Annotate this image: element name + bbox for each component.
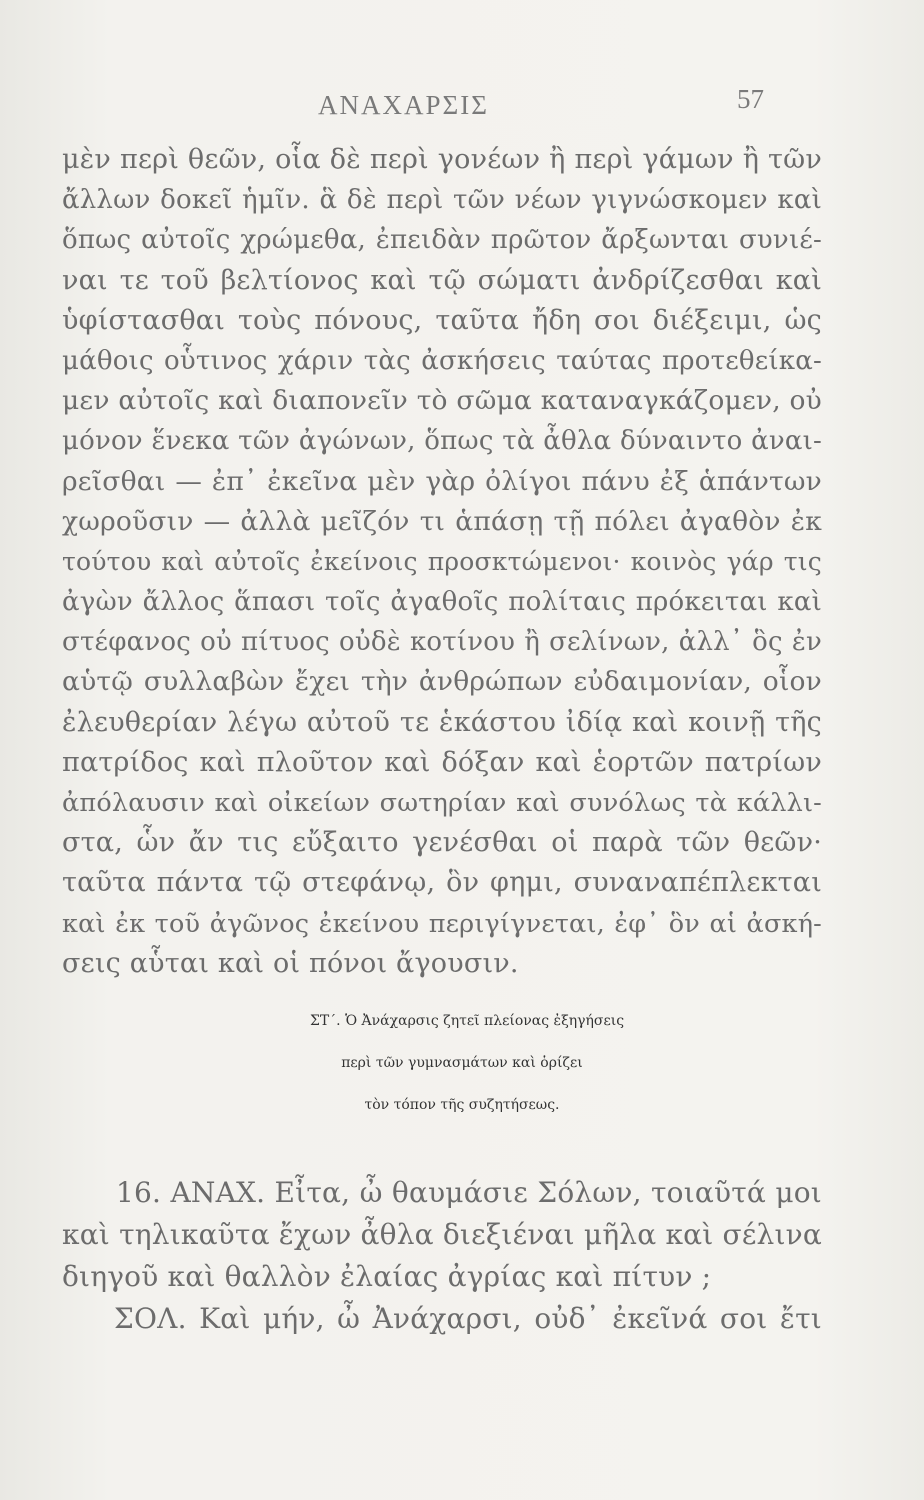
text-line: πατρίδος καὶ πλοῦτον καὶ δόξαν καὶ ἑορτῶν πατρίων (62, 746, 822, 778)
text-line: στα, ὧν ἄν τις εὔξαιτο γενέσθαι οἱ παρὰ τῶν θεῶν· (62, 827, 822, 859)
dialogue-line: 16. ΑΝΑΧ. Εἶτα, ὦ θαυμάσιε Σόλων, τοιαῦτά μοι (116, 1176, 822, 1209)
text-line: μάθοις οὗτινος χάριν τὰς ἀσκήσεις ταύτας προτεθείκα- (62, 345, 822, 376)
text-line: μόνον ἕνεκα τῶν ἀγώνων, ὅπως τὰ ἆθλα δύναιντο ἀναι- (62, 426, 822, 457)
heading-line: ΣΤ΄. Ὁ Ἀνάχαρσις ζητεῖ πλείονας ἐξηγήσεις (309, 1013, 625, 1029)
text-line: χωροῦσιν — ἀλλὰ μεῖζόν τι ἁπάσῃ τῇ πόλει ἀγαθὸν ἐκ (62, 505, 822, 537)
text-line: μεν αὐτοῖς καὶ διαπονεῖν τὸ σῶμα καταναγκάζομεν, οὐ (62, 385, 822, 417)
text-line: τούτου καὶ αὐτοῖς ἐκείνοις προσκτώμενοι· κοινὸς γάρ τις (62, 546, 822, 576)
text-line: ρεῖσθαι — ἐπ᾽ ἐκεῖνα μὲν γὰρ ὀλίγοι πάνυ ἐξ ἁπάντων (62, 465, 822, 497)
heading-line: περὶ τῶν γυμνασμάτων καὶ ὁρίζει (341, 1055, 583, 1071)
text-line: ἀπόλαυσιν καὶ οἰκείων σωτηρίαν καὶ συνόλως τὰ κάλλι- (62, 788, 822, 818)
heading-line: τὸν τόπον τῆς συζητήσεως. (364, 1097, 560, 1113)
text-line: ναι τε τοῦ βελτίονος καὶ τῷ σώματι ἀνδρίζεσθαι καὶ (62, 264, 822, 296)
text-line: ἄλλων δοκεῖ ἡμῖν. ἃ δὲ περὶ τῶν νέων γιγνώσκομεν καὶ (62, 185, 822, 216)
text-line: καὶ ἐκ τοῦ ἀγῶνος ἐκείνου περιγίγνεται, ἐφ᾽ ὃν αἱ ἀσκή- (62, 908, 822, 939)
text-line: μὲν περὶ θεῶν, οἷα δὲ περὶ γονέων ἢ περὶ γάμων ἢ τῶν (62, 144, 822, 175)
text-line: ἀγὼν ἄλλος ἅπασι τοῖς ἀγαθοῖς πολίταις πρόκειται καὶ (62, 587, 822, 618)
text-line: ὅπως αὐτοῖς χρώμεθα, ἐπειδὰν πρῶτον ἄρξωνται συνιέ- (62, 225, 822, 256)
text-line: σεις αὗται καὶ οἱ πόνοι ἄγουσιν. (62, 947, 519, 979)
text-line: ἐλευθερίαν λέγω αὐτοῦ τε ἑκάστου ἰδίᾳ καὶ κοινῇ τῆς (62, 706, 822, 738)
text-line: ὑφίστασθαι τοὺς πόνους, ταῦτα ἤδη σοι διέξειμι, ὡς (62, 304, 822, 336)
text-line: ταῦτα πάντα τῷ στεφάνῳ, ὃν φημι, συναναπέπλεκται (62, 867, 822, 899)
section-heading (0, 1000, 924, 1126)
dialogue-text (62, 1172, 822, 1340)
text-line: αὑτῷ συλλαβὼν ἔχει τὴν ἀνθρώπων εὐδαιμονίαν, οἷον (62, 666, 822, 698)
page-number: 57 (737, 84, 764, 114)
dialogue-line: ΣΟΛ. Καὶ μήν, ὦ Ἀνάχαρσι, οὐδ᾽ ἐκεῖνά σοι ἔτι (114, 1302, 822, 1335)
body-text (62, 140, 822, 984)
running-title: ΑΝΑΧΑΡΣΙΣ (318, 90, 489, 120)
dialogue-line: καὶ τηλικαῦτα ἔχων ἆθλα διεξιέναι μῆλα καὶ σέλινα (62, 1218, 823, 1251)
page-header (0, 82, 924, 122)
dialogue-line: διηγοῦ καὶ θαλλὸν ἐλαίας ἀγρίας καὶ πίτυν ; (62, 1260, 712, 1293)
text-line: στέφανος οὐ πίτυος οὐδὲ κοτίνου ἢ σελίνων, ἀλλ᾽ ὃς ἐν (62, 627, 822, 658)
